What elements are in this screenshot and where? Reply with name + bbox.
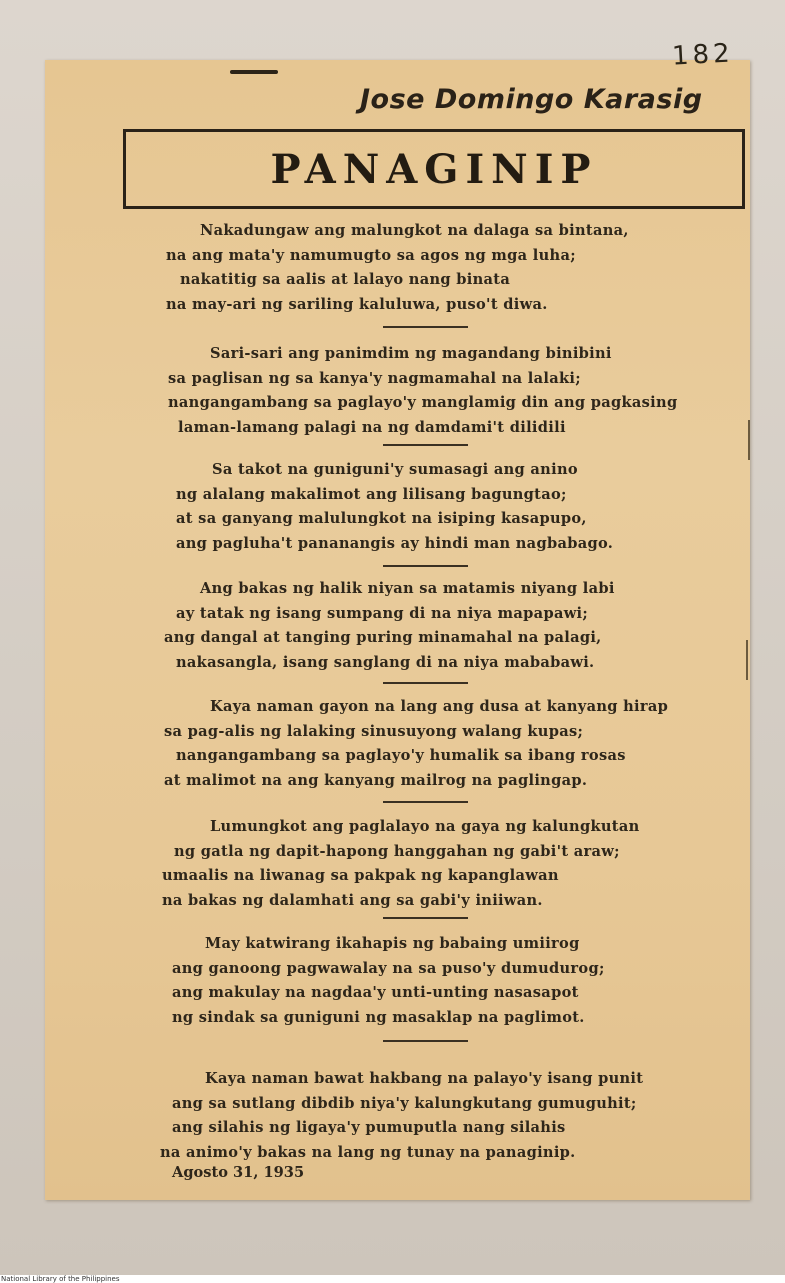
poem-line: ang ganoong pagwawalay na sa puso'y dumudurog;: [172, 959, 605, 977]
poem-line: ang makulay na nagdaa'y unti-unting nasasapot: [172, 984, 579, 1001]
poem-line: Kaya naman gayon na lang ang dusa at kanyang hirap: [210, 698, 669, 715]
poem-line: Lumungkot ang paglalayo na gaya ng kalungkutan: [210, 818, 640, 835]
poem-title: PANAGINIP: [270, 145, 598, 193]
poem-line: nangangambang sa paglayo'y manglamig din ang pagkasing: [168, 394, 678, 411]
poem-line: Ang bakas ng halik niyan sa matamis niyang labi: [200, 580, 615, 597]
footer-credit: National Library of the Philippines: [0, 1275, 785, 1283]
poem-line: umaalis na liwanag sa pakpak ng kapanglawan: [162, 867, 559, 884]
poem-line: at malimot na ang kanyang mailrog na paglingap.: [164, 771, 588, 789]
page-number: 182: [671, 38, 735, 72]
poem-line: sa pag-alis ng lalaking sinusuyong walang kupas;: [164, 722, 584, 740]
poem-line: na bakas ng dalamhati ang sa gabi'y iniiwan.: [162, 891, 543, 909]
stanza-divider: [383, 326, 468, 328]
poem-line: nangangambang sa paglayo'y humalik sa ibang rosas: [176, 747, 626, 764]
poem-date: Agosto 31, 1935: [172, 1164, 305, 1181]
poem-line: ang dangal at tanging puring minamahal na palagi,: [164, 629, 602, 646]
poem-line: na ang mata'y namumugto sa agos ng mga luha;: [166, 246, 576, 264]
stanza-divider: [383, 801, 468, 803]
top-dash: [230, 70, 278, 74]
poem-line: at sa ganyang malulungkot na isiping kasapupo,: [176, 510, 587, 527]
poem-line: Nakadungaw ang malungkot na dalaga sa bintana,: [200, 222, 629, 239]
poem-line: Sari-sari ang panimdim ng magandang binibini: [210, 345, 612, 362]
stanza-divider: [383, 682, 468, 684]
poem-line: ang sa sutlang dibdib niya'y kalungkutang gumuguhit;: [172, 1094, 637, 1112]
stanza-divider: [383, 565, 468, 567]
edge-mark: [748, 420, 750, 460]
poem-line: nakasangla, isang sanglang di na niya mababawi.: [176, 653, 595, 671]
stanza-divider: [383, 917, 468, 919]
poem-line: sa paglisan ng sa kanya'y nagmamahal na lalaki;: [168, 369, 581, 387]
poem-line: ng gatla ng dapit-hapong hanggahan ng gabi't araw;: [174, 842, 620, 860]
poem-line: nakatitig sa aalis at lalayo nang binata: [180, 271, 511, 288]
poem-line: na may-ari ng sariling kaluluwa, puso't diwa.: [166, 295, 548, 313]
poem-line: ng sindak sa guniguni ng masaklap na paglimot.: [172, 1008, 585, 1026]
poem-line: ang pagluha't pananangis ay hindi man nagbabago.: [176, 534, 614, 552]
poem-line: Kaya naman bawat hakbang na palayo'y isang punit: [205, 1070, 644, 1087]
stanza-divider: [383, 444, 468, 446]
poem-line: ang silahis ng ligaya'y pumuputla nang silahis: [172, 1119, 566, 1136]
author-name: Jose Domingo Karasig: [360, 84, 703, 115]
poem-line: May katwirang ikahapis ng babaing umiirog: [205, 935, 580, 952]
poem-line: laman-lamang palagi na ng damdami't dilidili: [178, 418, 566, 436]
poem-line: ng alalang makalimot ang lilisang bagungtao;: [176, 485, 567, 503]
poem-line: na animo'y bakas na lang ng tunay na panaginip.: [160, 1143, 576, 1161]
edge-mark: [746, 640, 748, 680]
poem-line: Sa takot na guniguni'y sumasagi ang anino: [212, 461, 578, 478]
title-box: [123, 129, 745, 209]
stanza-divider: [383, 1040, 468, 1042]
poem-line: ay tatak ng isang sumpang di na niya mapapawi;: [176, 604, 589, 622]
